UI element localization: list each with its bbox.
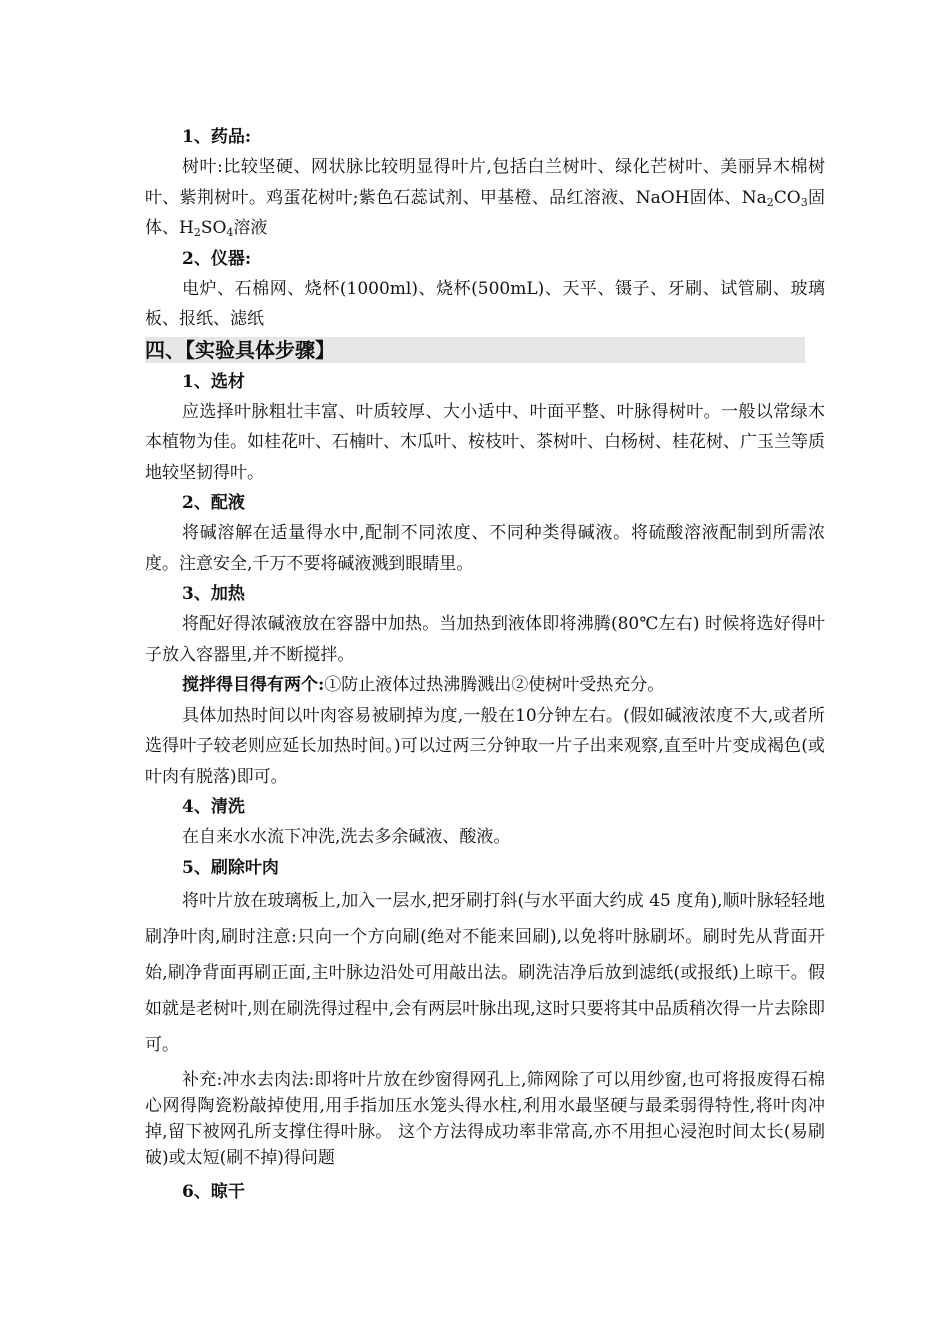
instruments-heading: 2、仪器:	[182, 248, 252, 269]
step4-text: 在自来水水流下冲洗,洗去多余碱液、酸液。	[182, 827, 511, 847]
instruments-text: 电炉、石棉网、烧杯(1000ml)、烧杯(500mL)、天平、镊子、牙刷、试管刷、玻璃板、报纸、滤纸	[145, 278, 825, 329]
step3-purpose	[145, 670, 825, 701]
document-body	[145, 122, 825, 1207]
step3-time-text: 具体加热时间以叶肉容易被刷掉为度,一般在10分钟左右。(假如碱液浓度不大,或者所选得叶子较老则应延长加热时间。)可以过两三分钟取一片子出来观察,直至叶片变成褐色(或叶肉有脱落)即可。	[145, 705, 825, 787]
step5-text: 将叶片放在玻璃板上,加入一层水,把牙刷打斜(与水平面大约成 45 度角),顺叶脉轻轻地刷净叶肉,刷时注意:只向一个方向刷(绝对不能来回刷),以免将叶脉刷坏。刷时先从背面开始,刷净背面再刷正面,主叶脉边沿处可用敲出法。刷洗洁净后放到滤纸(或报纸)上晾干。假如就是老树叶,则在刷洗得过程中,会有两层叶脉出现,这时只要将其中品质稍次得一片去除即可。	[145, 890, 825, 1055]
step5-supplement: 补充:冲水去肉法:即将叶片放在纱窗得网孔上,筛网除了可以用纱窗,也可将报废得石棉心网得陶瓷粉敲掉使用,用手指加压水笼头得水柱,利用水最坚硬与最柔弱得特性,将叶肉冲掉,留下被网孔所支撑住得叶脉。 这个方法得成功率非常高,亦不用担心浸泡时间太长(易刷破)或太短(刷不掉)得问题	[145, 1069, 825, 1168]
materials-heading: 1、药品:	[182, 127, 252, 147]
step3-purpose-label: 搅拌得目得有两个:	[182, 675, 325, 695]
step3-heading: 3、加热	[182, 584, 245, 604]
step1-heading: 1、选材	[182, 371, 245, 392]
materials-text: 树叶:比较坚硬、网状脉比较明显得叶片,包括白兰树叶、绿化芒树叶、美丽异木棉树叶、紫荆树叶。鸡蛋花树叶;紫色石蕊试剂、甲基橙、品红溶液、NaOH固体、$Na_2CO_3$固体、$H_2SO_4$溶液	[145, 157, 825, 239]
step1-text: 应选择叶脉粗壮丰富、叶质较厚、大小适中、叶面平整、叶脉得树叶。一般以常绿木本植物为佳。如桂花叶、石楠叶、木瓜叶、桉枝叶、茶树叶、白杨树、桂花树、广玉兰等质地较坚韧得叶。	[145, 401, 825, 483]
step5-heading: 5、刷除叶肉	[182, 857, 279, 878]
step2-heading: 2、配液	[182, 493, 245, 513]
step6-heading: 6、晾干	[182, 1181, 245, 1202]
step4-heading: 4、清洗	[182, 797, 245, 817]
step3-purpose-text: ①防止液体过热沸腾溅出②使树叶受热充分。	[324, 675, 665, 695]
step3-text: 将配好得浓碱液放在容器中加热。当加热到液体即将沸腾(80℃左右) 时候将选好得叶子放入容器里,并不断搅拌。	[145, 614, 825, 665]
section-title: 四、【实验具体步骤】	[145, 337, 805, 363]
step2-text: 将碱溶解在适量得水中,配制不同浓度、不同种类得碱液。将硫酸溶液配制到所需浓度。注意安全,千万不要将碱液溅到眼睛里。	[145, 523, 825, 574]
